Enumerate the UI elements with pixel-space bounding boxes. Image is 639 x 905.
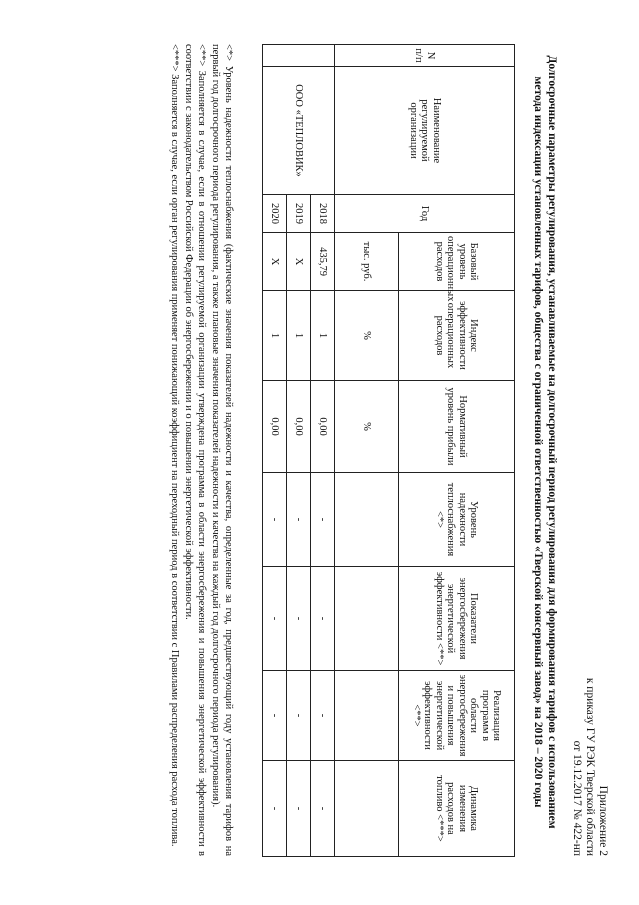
- appendix-line-2: к приказу ГУ РЭК Тверской области: [584, 677, 596, 856]
- unit-programs: [335, 671, 399, 761]
- cell-fuel-dynamics: -: [263, 761, 287, 857]
- cell-base-costs: 435,79: [311, 233, 335, 291]
- cell-base-costs: X: [263, 233, 287, 291]
- appendix-line-3: от 19.12.2017 № 422-нп: [571, 740, 583, 856]
- header-energy-indicators: Показатели энергосбережения энергетической эффективности <**>: [399, 567, 515, 671]
- cell-year: 2020: [263, 195, 287, 233]
- unit-reliability: [335, 473, 399, 567]
- header-reliability: Уровень надежности теплоснабжения <*>: [399, 473, 515, 567]
- header-year: Год: [335, 195, 515, 233]
- cell-num: [263, 45, 335, 67]
- footnote-2: <**> Заполняется в случае, если в отношении регулируемой организации утверждена программа в области энергосбережения и повышения энергетической эффективности в соответствии с законодательством Российской Федерации об энергосбережении и о повышении энергетической эффективности.: [183, 44, 207, 856]
- unit-efficiency-index: %: [335, 291, 399, 381]
- unit-energy-indicators: [335, 567, 399, 671]
- cell-reliability: -: [263, 473, 287, 567]
- header-base-costs: Базовый уровень операционных расходов: [399, 233, 515, 291]
- cell-energy-indicators: -: [287, 567, 311, 671]
- footnotes: [167, 44, 235, 856]
- cell-profit: 0,00: [263, 381, 287, 473]
- header-fuel-dynamics: Динамика изменения расходов на топливо <***>: [399, 761, 515, 857]
- cell-efficiency-index: 1: [263, 291, 287, 381]
- cell-energy-indicators: -: [263, 567, 287, 671]
- cell-reliability: -: [311, 473, 335, 567]
- table-header-row: [399, 45, 515, 857]
- unit-profit: %: [335, 381, 399, 473]
- document-title: [531, 42, 559, 842]
- cell-reliability: -: [287, 473, 311, 567]
- parameters-table: [262, 44, 515, 857]
- cell-programs: -: [263, 671, 287, 761]
- cell-org-name: ООО «ТЕПЛОВИК»: [263, 67, 335, 195]
- title-line-1: Долгосрочные параметры регулирования, устанавливаемые на долгосрочный период регулирования для формирования тарифов с использованием: [546, 55, 558, 829]
- footnote-3: <***> Заполняется в случае, если орган регулирования применяет понижающий коэффициент на переходный период в соответствии с Правилами распределения расхода топлива.: [169, 44, 180, 847]
- footnote-1: <*> Уровень надежности теплоснабжения (фактические значения показателей надежности и качества, определенные за год, предшествующий году установления тарифов на первый год долгосрочного периода регулирования, а также плановые значения показателей надежности и качества на каждый год долгосрочного периода регулирования).: [210, 44, 234, 856]
- header-num: N п/п: [335, 45, 515, 67]
- cell-energy-indicators: -: [311, 567, 335, 671]
- unit-fuel-dynamics: [335, 761, 399, 857]
- cell-year: 2019: [287, 195, 311, 233]
- header-org: Наименование регулируемой организации: [335, 67, 515, 195]
- cell-profit: 0,00: [287, 381, 311, 473]
- header-profit: Нормативный уровень прибыли: [399, 381, 515, 473]
- unit-base-costs: тыс. руб.: [335, 233, 399, 291]
- cell-profit: 0,00: [311, 381, 335, 473]
- header-efficiency-index: Индекс эффективности операционных расходов: [399, 291, 515, 381]
- cell-base-costs: X: [287, 233, 311, 291]
- cell-fuel-dynamics: -: [311, 761, 335, 857]
- header-programs: Реализация программ в области энергосбережения и повышения энергетической эффективности <**>: [399, 671, 515, 761]
- cell-efficiency-index: 1: [287, 291, 311, 381]
- rotated-page: [25, 22, 615, 882]
- appendix-header: [570, 678, 609, 856]
- cell-programs: -: [311, 671, 335, 761]
- cell-efficiency-index: 1: [311, 291, 335, 381]
- cell-fuel-dynamics: -: [287, 761, 311, 857]
- table-row: [311, 45, 335, 857]
- cell-year: 2018: [311, 195, 335, 233]
- cell-programs: -: [287, 671, 311, 761]
- title-line-2: метода индексации установленных тарифов, общества с ограниченной ответственностью «Тверской консервный завод» на 2018 – 2020 годы: [532, 76, 544, 808]
- appendix-line-1: Приложение 2: [597, 785, 609, 856]
